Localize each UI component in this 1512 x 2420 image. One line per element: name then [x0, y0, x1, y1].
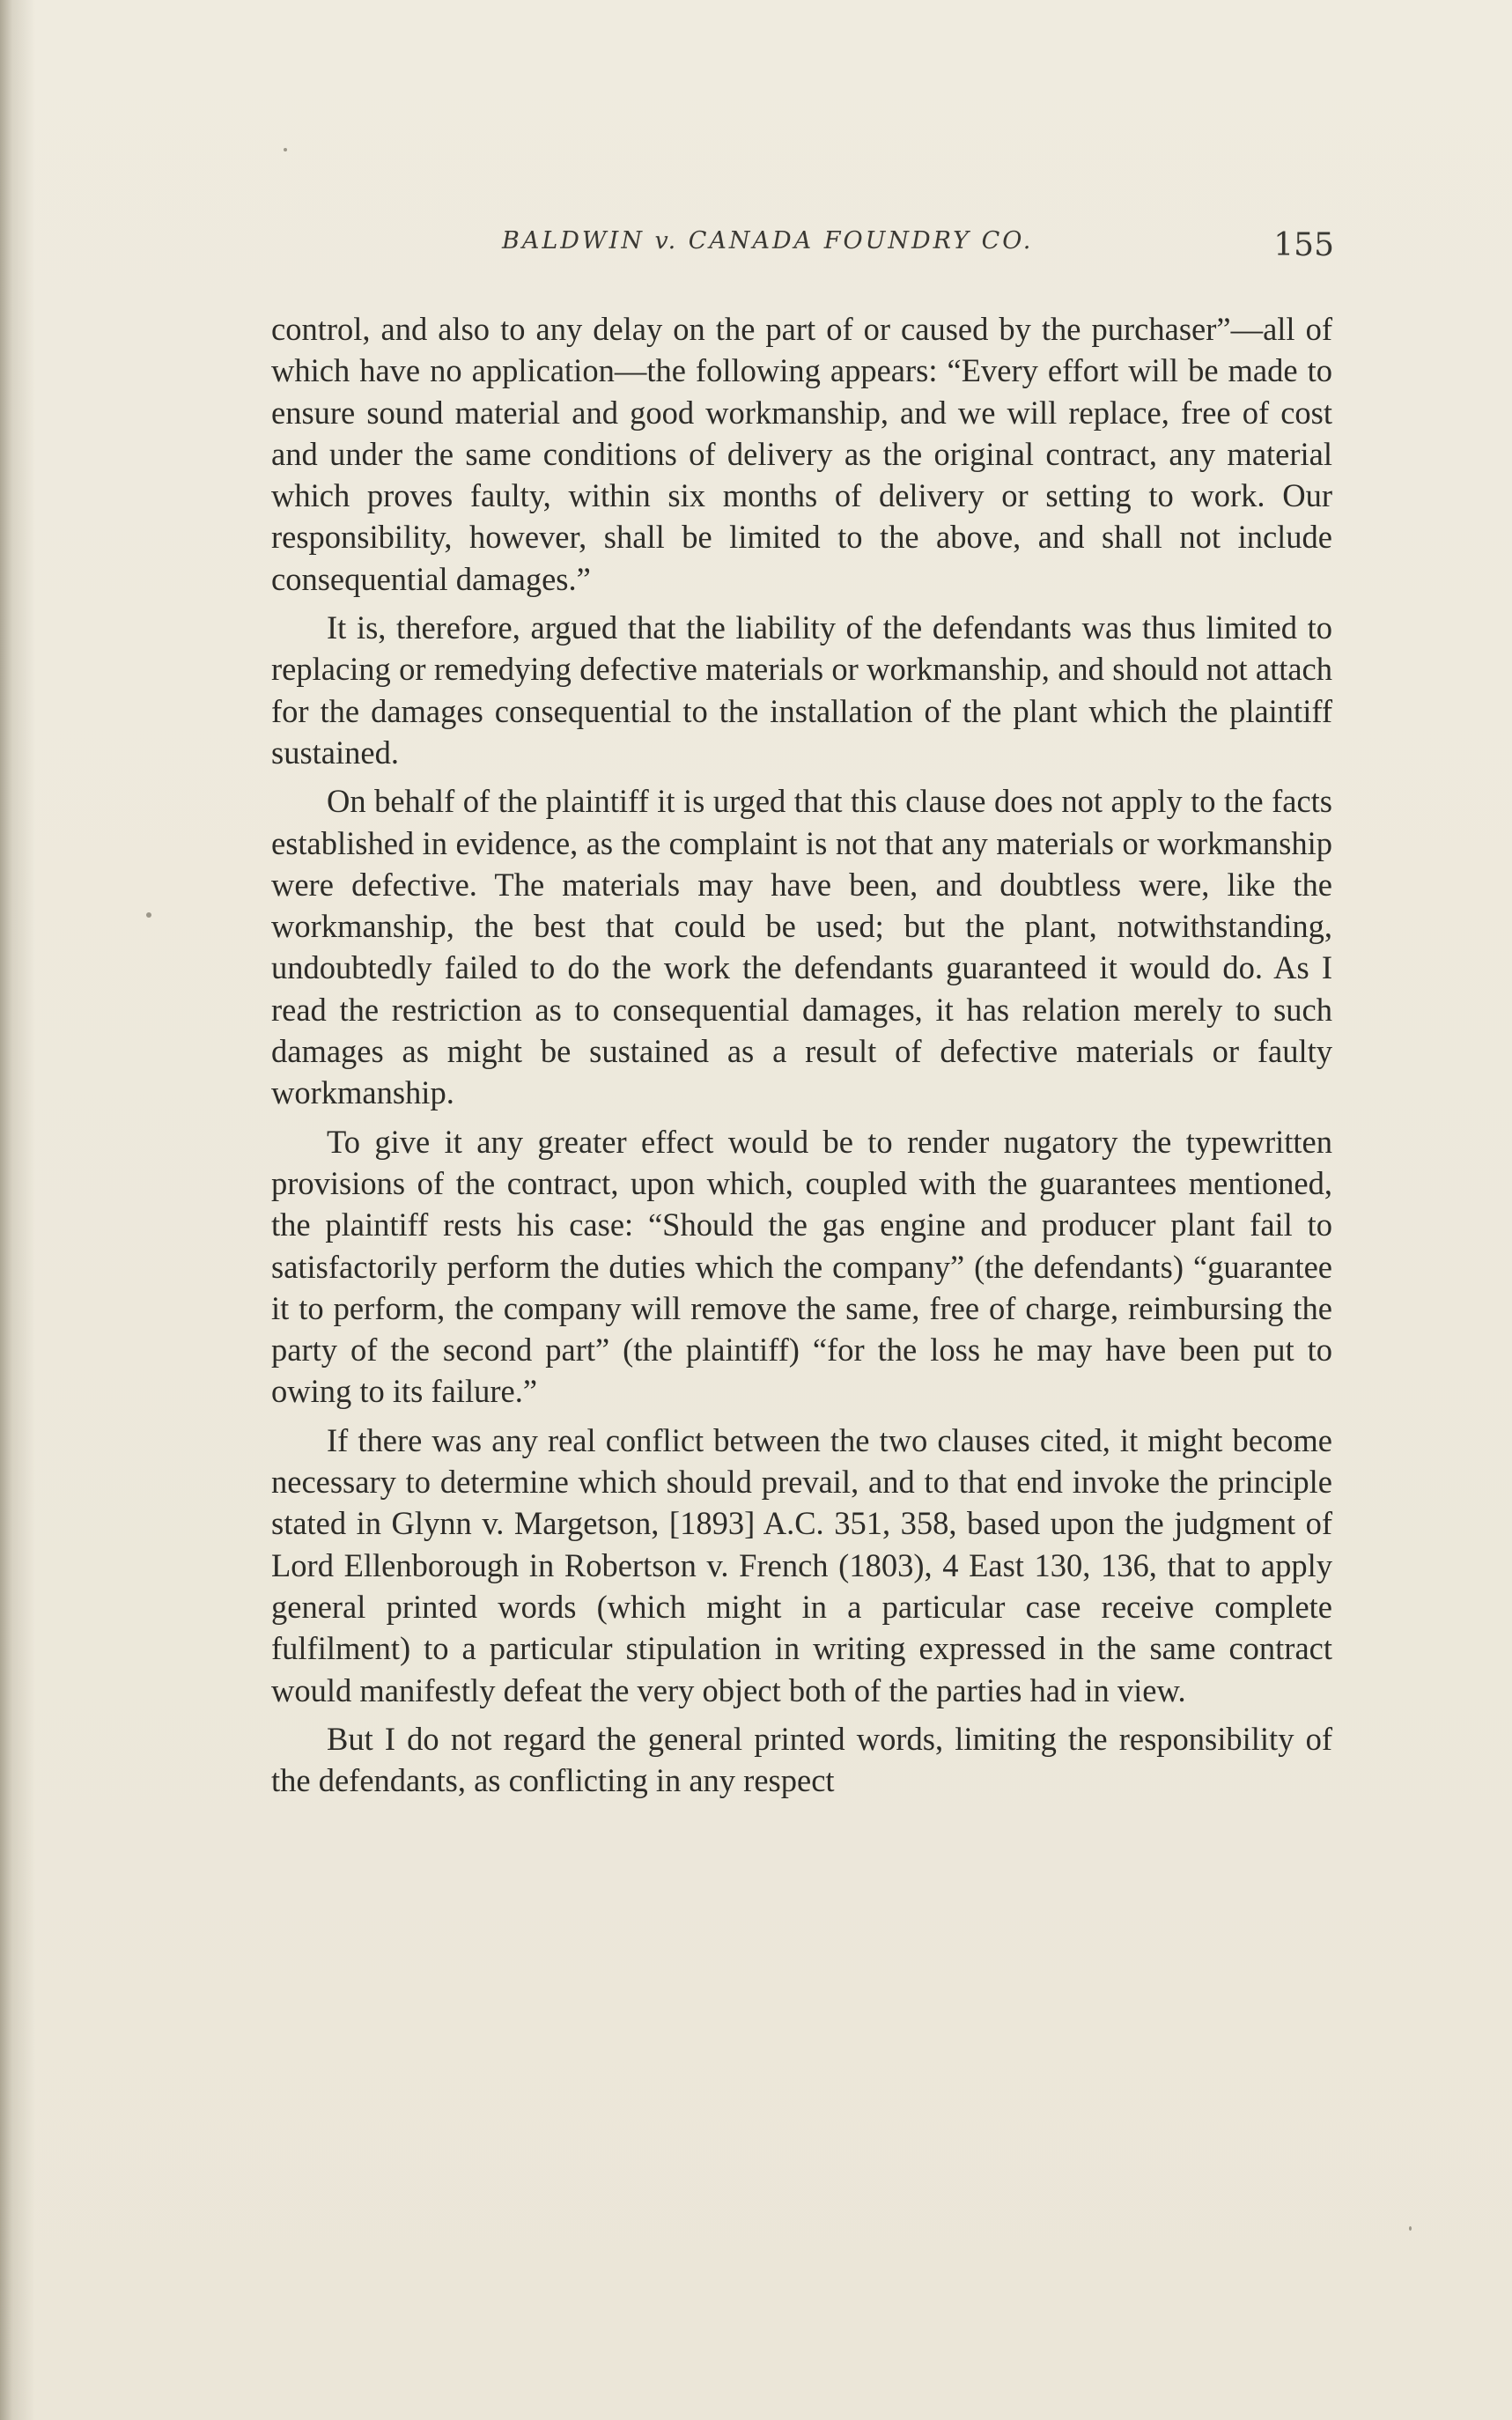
- margin-speck: [284, 148, 287, 151]
- paragraph: But I do not regard the general printed words, limiting the responsibility of the defendants, as conflicting in any respect: [271, 1720, 1332, 1799]
- running-head: BALDWIN v. CANADA FOUNDRY CO.: [502, 227, 1034, 255]
- margin-speck: [146, 912, 151, 918]
- paragraph: If there was any real conflict between the two clauses cited, it might become necessary to determine which should prevail, and to that end invoke the principle stated in Glynn v. Margetson, [1893] A.C. 351, 358, based upon the judgment of Lord Ellenborough in Robertson v. French (1803), 4 East 130, 136, that to apply general printed words (which might in a particular case receive complete fulfilment) to a particular stipulation in writing expressed in the same contract would manifestly defeat the very object both of the parties had in view.: [271, 1421, 1332, 1708]
- page-header: [264, 227, 1334, 280]
- page-number: 155: [1273, 227, 1334, 263]
- margin-speck: [1409, 2226, 1412, 2231]
- paragraph: It is, therefore, argued that the liability of the defendants was thus limited to replacing or remedying defective materials or workmanship, and should not attach for the damages consequential to the installation of the plant which the plaintiff sustained.: [271, 609, 1332, 771]
- paragraph-continuation: control, and also to any delay on the part of or caused by the purchaser”—all of which have no application—the following appears: “Every effort will be made to ensure sound material and good workmanship, and we will replace, free of cost and under the same conditions of delivery as the original contract, any material which proves faulty, within six months of delivery or setting to work. Our responsibility, however, shall be limited to the above, and shall not include consequential damages.”: [271, 311, 1332, 597]
- paragraph: On behalf of the plaintiff it is urged that this clause does not apply to the facts established in evidence, as the complaint is not that any materials or workmanship were defective. The materials may have been, and doubtless were, like the workmanship, the best that could be used; but the plant, notwithstanding, undoubtedly failed to do the work the defendants guaranteed it would do. As I read the restriction as to consequential damages, it has relation merely to such damages as might be sustained as a result of defective materials or faulty workmanship.: [271, 783, 1332, 1111]
- body-text: [271, 308, 1332, 1801]
- paragraph: To give it any greater effect would be to render nugatory the typewritten provisions of the contract, upon which, coupled with the guarantees mentioned, the plaintiff rests his case: “Should the gas engine and producer plant fail to satisfactorily perform the duties which the company” (the defendants) “guarantee it to perform, the company will remove the same, free of charge, reimbursing the party of the second part” (the plaintiff) “for the loss he may have been put to owing to its failure.”: [271, 1123, 1332, 1410]
